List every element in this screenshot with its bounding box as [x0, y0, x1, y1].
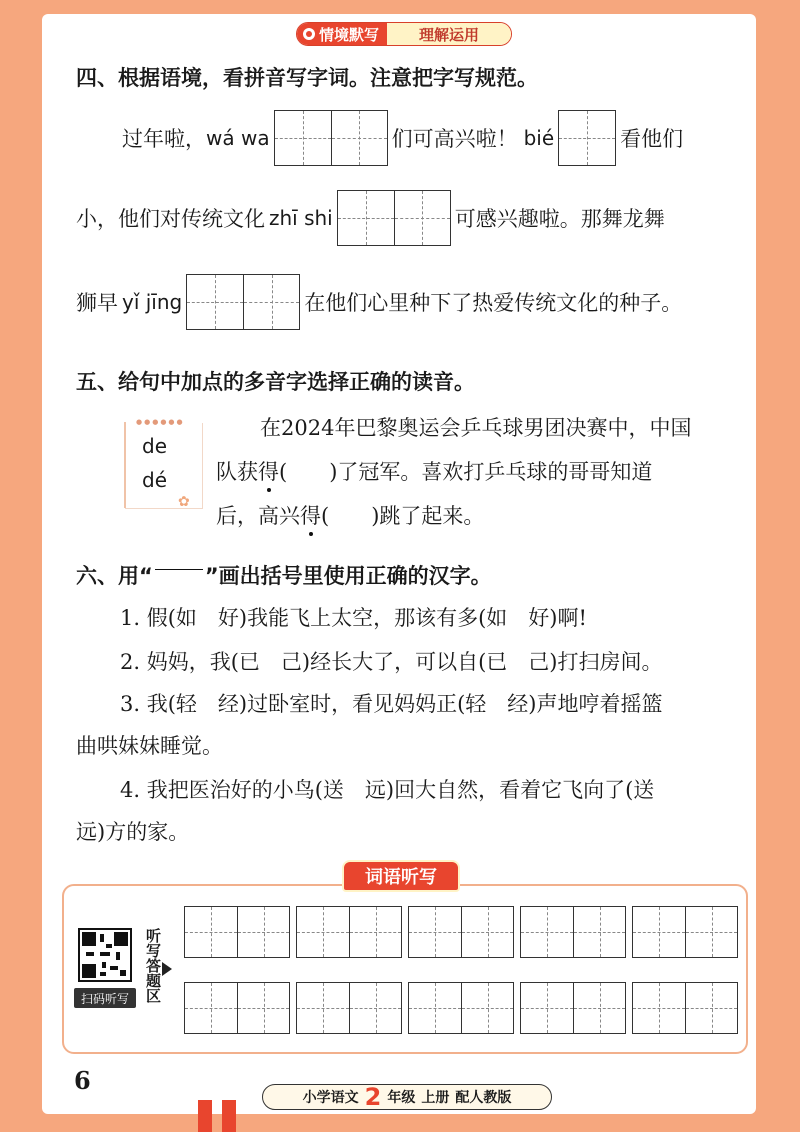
scan-label[interactable]: 扫码听写 — [74, 988, 136, 1008]
dictation-grid[interactable] — [408, 906, 514, 958]
book-info — [262, 1084, 552, 1110]
record-icon — [303, 28, 315, 40]
answer-area-label: 听写答题区 — [144, 928, 162, 1003]
answer-grid-wawa[interactable] — [274, 110, 388, 166]
q5-line2-text-b[interactable]: ( )了冠军。喜欢打乒乓球的哥哥知道 — [279, 460, 653, 484]
q5-line-1 — [260, 412, 691, 442]
q4-line3-text-a: 狮早 — [76, 291, 118, 315]
dictation-grid[interactable] — [184, 906, 290, 958]
q6-title-a: 六、用“ — [76, 564, 153, 588]
underline-sample — [155, 569, 203, 570]
term-label: 上册 — [421, 1090, 450, 1106]
q4-pinyin-yijing: yǐ jīng — [122, 290, 183, 314]
q4-pinyin-bie: bié — [523, 126, 555, 150]
q4-line2-text-a: 小，他们对传统文化 — [76, 207, 265, 231]
q6-item-2[interactable]: 2. 妈妈，我(已 己)经长大了，可以自(已 己)打扫房间。 — [120, 650, 663, 674]
header-right-label: 理解运用 — [387, 23, 511, 45]
q6-item-4[interactable]: 4. 我把医治好的小鸟(送 远)回大自然，看着它飞向了(送 — [120, 778, 655, 802]
q6-item-1[interactable]: 1. 假(如 好)我能飞上太空，那该有多(如 好)啊! — [120, 606, 587, 630]
option-de-2: dé — [142, 468, 167, 492]
q5-line1-text: 在2024年巴黎奥运会乒乓球男团决赛中，中国 — [260, 416, 692, 440]
option-de: de — [142, 434, 167, 458]
qr-code-icon[interactable] — [78, 928, 132, 982]
q5-line3-text-a: 后，高兴 — [216, 504, 300, 528]
q4-line-2 — [76, 190, 665, 246]
dotted-char-de: 得 — [258, 456, 279, 486]
q4-line-3 — [76, 274, 682, 330]
dictation-grid[interactable] — [296, 906, 402, 958]
dictation-grid[interactable] — [632, 906, 738, 958]
grade-number: 2 — [364, 1083, 382, 1111]
q4-line1-text-c: 看他们 — [620, 127, 684, 151]
q6-item-3[interactable]: 3. 我(轻 经)过卧室时，看见妈妈正(轻 经)声地哼着摇篮 — [120, 692, 663, 716]
dotted-char-de-2: 得 — [300, 500, 321, 530]
arrow-right-icon — [162, 962, 172, 976]
dictation-grid[interactable] — [520, 982, 626, 1034]
q6-item-4-cont[interactable]: 远)方的家。 — [76, 820, 190, 844]
q4-title: 四、根据语境，看拼音写字词。注意把字写规范。 — [76, 66, 538, 90]
dictation-grid[interactable] — [520, 906, 626, 958]
q4-line1-text-b: 们可高兴啦！ — [391, 127, 518, 151]
dictation-tab: 词语听写 — [342, 860, 460, 892]
q4-line-1 — [122, 110, 683, 166]
dictation-grid[interactable] — [296, 982, 402, 1034]
dictation-grid[interactable] — [408, 982, 514, 1034]
q5-line3-text-b[interactable]: ( )跳了起来。 — [321, 504, 485, 528]
subject-label: 小学语文 — [302, 1090, 359, 1106]
page-number: 6 — [74, 1066, 91, 1095]
header-left — [297, 23, 387, 45]
card-rings-icon: ●●●●●● — [136, 418, 185, 426]
q4-line3-text-b: 在他们心里种下了热爱传统文化的种子。 — [304, 291, 683, 315]
q6-title-b: ”画出括号里使用正确的汉字。 — [204, 564, 492, 588]
q4-line1-text-a: 过年啦， — [122, 127, 206, 151]
answer-grid-zhishi[interactable] — [337, 190, 451, 246]
q5-line2-text-a: 队获 — [216, 460, 258, 484]
grade-suffix: 年级 — [387, 1090, 416, 1106]
flower-icon: ✿ — [178, 494, 190, 510]
q5-title: 五、给句中加点的多音字选择正确的读音。 — [76, 370, 475, 394]
answer-grid-bie[interactable] — [558, 110, 616, 166]
page-tab — [198, 1100, 212, 1132]
section-header — [296, 22, 512, 46]
q6-title — [76, 560, 492, 590]
dictation-grid[interactable] — [184, 982, 290, 1034]
q4-pinyin-zhishi: zhī shi — [269, 206, 333, 230]
q4-pinyin-wawa: wá wa — [206, 126, 270, 150]
q5-line-3 — [216, 500, 484, 530]
header-left-label: 情境默写 — [319, 25, 380, 44]
edition-label: 配人教版 — [455, 1090, 512, 1106]
q5-line-2 — [216, 456, 652, 486]
q4-line2-text-b: 可感兴趣啦。那舞龙舞 — [454, 207, 665, 231]
q6-item-3-cont: 曲哄妹妹睡觉。 — [76, 734, 223, 758]
answer-grid-yijing[interactable] — [186, 274, 300, 330]
page-tab — [222, 1100, 236, 1132]
dictation-grid[interactable] — [632, 982, 738, 1034]
